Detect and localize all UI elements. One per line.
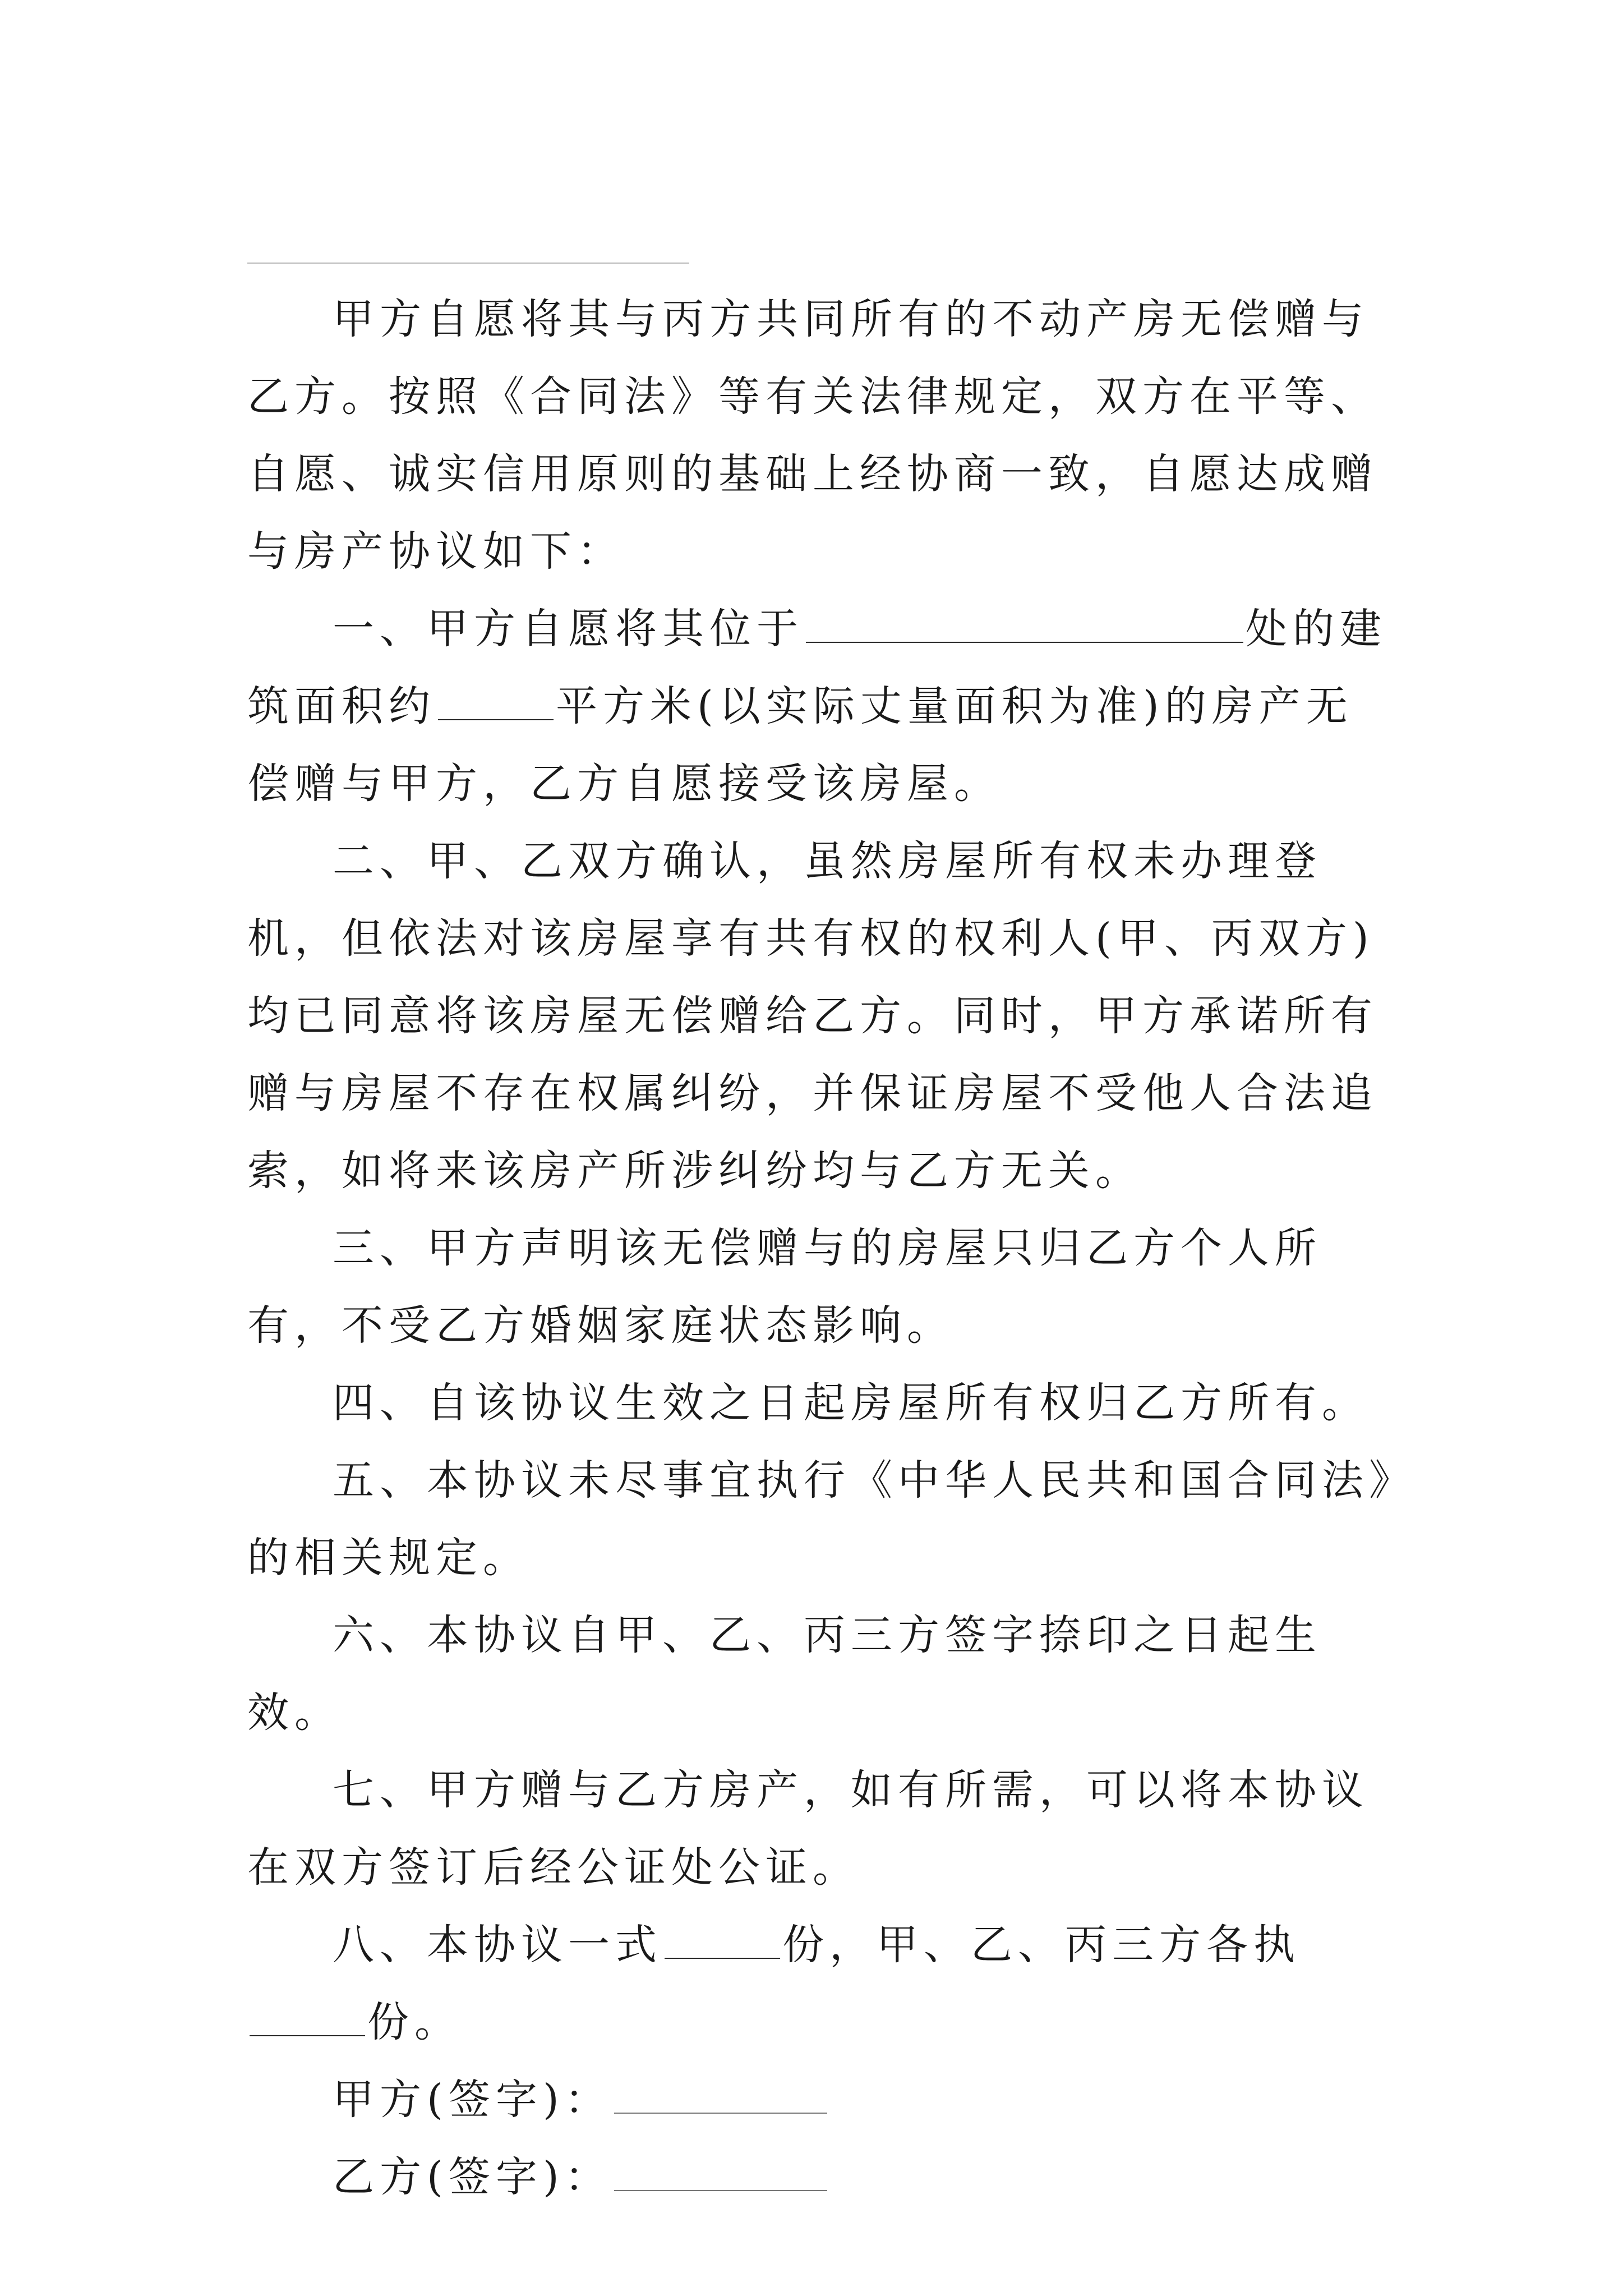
clause-1-text-c: 平方米(以实际丈量面积为准)的房产无偿赠与甲方，乙方自愿接受该房屋。 xyxy=(247,682,1353,808)
clause-1-text-a: 一、甲方自愿将其位于 xyxy=(333,605,804,653)
agreement-body xyxy=(247,280,1397,2216)
clause-8-text-c: 份。 xyxy=(367,1998,462,2046)
signature-party-b-blank[interactable] xyxy=(614,2151,827,2191)
clause-1-text-b: 处的建筑面积约 xyxy=(247,605,1387,730)
signature-party-b xyxy=(247,2138,1397,2216)
clause-6: 六、本协议自甲、乙、丙三方签字捺印之日起生效。 xyxy=(247,1611,1322,1737)
header-divider xyxy=(247,263,689,264)
signature-party-a-label: 甲方(签字)： xyxy=(333,2076,612,2124)
area-blank[interactable] xyxy=(438,680,554,720)
intro-paragraph: 甲方自愿将其与丙方共同所有的不动产房无偿赠与乙方。按照《合同法》等有关法律规定，双方在平等、自愿、诚实信用原则的基础上经协商一致，自愿达成赠与房产协议如下： xyxy=(247,295,1378,576)
signature-party-a xyxy=(247,2061,1397,2138)
address-blank[interactable] xyxy=(806,602,1243,643)
clause-2: 二、甲、乙双方确认，虽然房屋所有权未办理登机，但依法对该房屋享有共有权的权利人(甲、丙双方)均已同意将该房屋无偿赠给乙方。同时，甲方承诺所有赠与房屋不存在权属纠纷，并保证房屋不受他人合法追索，如将来该房产所涉纠纷均与乙方无关。 xyxy=(247,837,1378,1195)
clause-8 xyxy=(247,1906,1397,2061)
clause-8-text-b: 份，甲、乙、丙三方各执 xyxy=(782,1921,1301,1969)
clause-4: 四、自该协议生效之日起房屋所有权归乙方所有。 xyxy=(333,1379,1369,1427)
copies-each-blank[interactable] xyxy=(250,1996,365,2036)
clause-5: 五、本协议未尽事宜执行《中华人民共和国合同法》的相关规定。 xyxy=(247,1456,1395,1582)
clause-7: 七、甲方赠与乙方房产，如有所需，可以将本协议在双方签订后经公证处公证。 xyxy=(247,1766,1369,1892)
signature-party-b-label: 乙方(签字)： xyxy=(333,2153,612,2201)
signature-party-a-blank[interactable] xyxy=(614,2073,827,2114)
clause-3: 三、甲方声明该无偿赠与的房屋只归乙方个人所有，不受乙方婚姻家庭状态影响。 xyxy=(247,1224,1322,1350)
clause-8-text-a: 八、本协议一式 xyxy=(333,1921,662,1969)
copies-total-blank[interactable] xyxy=(665,1918,780,1959)
clause-1 xyxy=(247,590,1397,822)
